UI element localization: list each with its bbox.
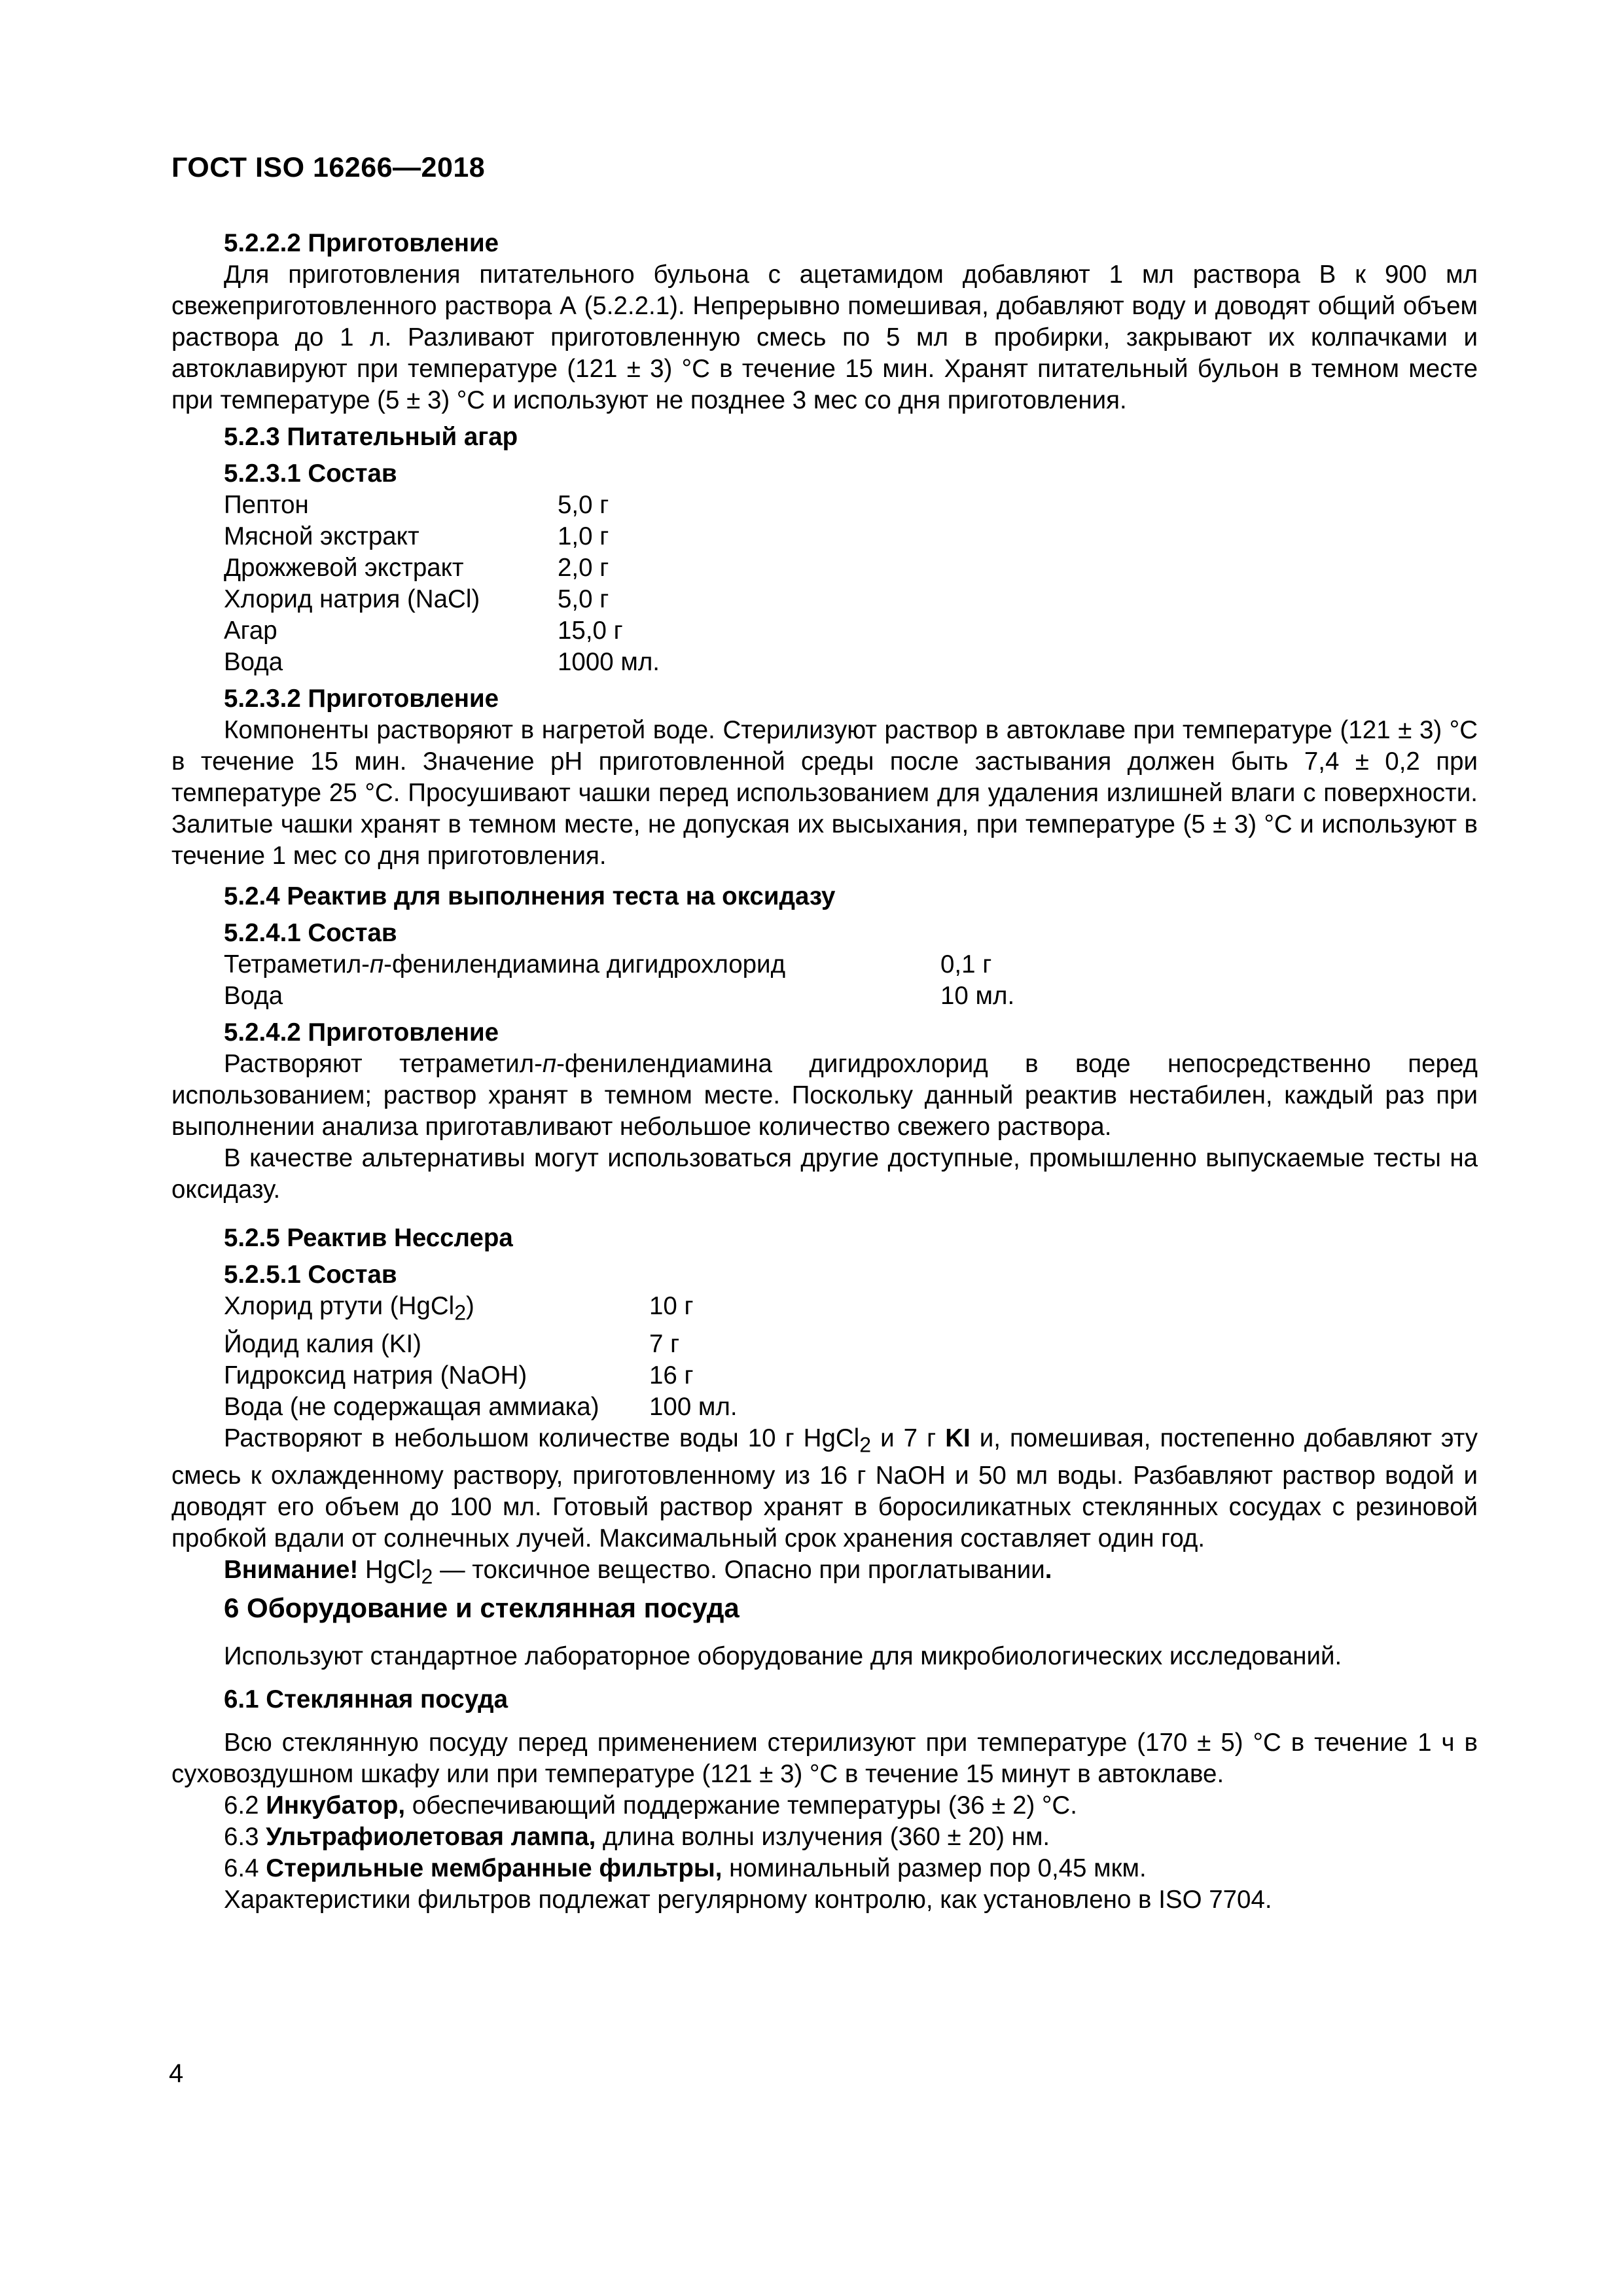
section-5-2-4-2-heading: 5.2.4.2 Приготовление <box>224 1018 499 1047</box>
component-name: Дрожжевой экстракт <box>224 554 464 582</box>
section-5-2-4-2-alt-text: В качестве альтернативы могут использоваться другие доступные, промышленно выпускаемые тесты на оксидазу. <box>171 1144 1478 1204</box>
component-amount: 1000 мл. <box>558 648 660 676</box>
table-row <box>224 615 660 647</box>
component-name: Хлорид натрия (NaCl) <box>224 585 480 613</box>
component-name: Вода <box>224 648 283 676</box>
section-6-1-heading: 6.1 Стеклянная посуда <box>224 1685 508 1714</box>
component-name: Вода <box>224 982 283 1010</box>
section-6-2-text: 6.2 Инкубатор, обеспечивающий поддержание температуры (36 ± 2) °С. <box>224 1791 1077 1820</box>
component-name: Хлорид ртути (HgCl$_2$) <box>224 1292 474 1325</box>
nutrient-agar-composition-table <box>224 490 660 678</box>
table-row <box>224 552 660 584</box>
section-5-2-2-2-heading: 5.2.2.2 Приготовление <box>224 229 499 257</box>
table-row <box>224 1391 738 1423</box>
table-row <box>224 584 660 615</box>
table-row <box>224 980 1014 1012</box>
section-5-2-4-heading: 5.2.4 Реактив для выполнения теста на оксидазу <box>224 882 836 910</box>
component-amount: 0,1 г <box>940 950 992 978</box>
component-amount: 5,0 г <box>558 491 609 519</box>
section-6-3-text: 6.3 Ультрафиолетовая лампа, длина волны излучения (360 ± 20) нм. <box>224 1823 1050 1852</box>
component-amount: 2,0 г <box>558 554 609 582</box>
oxidase-reagent-composition-table <box>224 949 1014 1012</box>
component-name: Вода (не содержащая аммиака) <box>224 1392 599 1421</box>
table-row <box>224 521 660 552</box>
component-amount: 16 г <box>649 1361 694 1390</box>
section-6-heading: 6 Оборудование и стеклянная посуда <box>224 1592 740 1624</box>
component-amount: 1,0 г <box>558 522 609 550</box>
nessler-reagent-composition-table <box>224 1291 738 1423</box>
component-amount: 7 г <box>649 1329 680 1358</box>
component-name: Агар <box>224 617 277 645</box>
filters-control-text: Характеристики фильтров подлежат регулярному контролю, как установлено в ISO 7704. <box>224 1886 1272 1914</box>
table-row <box>224 490 660 521</box>
section-5-2-4-2-text: Растворяют тетраметил-п-фенилендиамина дигидрохлорид в воде непосредственно перед использованием; раствор хранят в темном месте. Поскольку данный реактив нестабилен, каждый раз при выполнении анализа приготавливают небольшое количество свежего раствора. <box>171 1050 1478 1141</box>
page-number: 4 <box>169 2059 184 2088</box>
section-6-4-text: 6.4 Стерильные мембранные фильтры, номинальный размер пор 0,45 мкм. <box>224 1854 1147 1883</box>
section-5-2-5-heading: 5.2.5 Реактив Несслера <box>224 1224 513 1252</box>
section-5-2-3-1-heading: 5.2.3.1 Состав <box>224 459 397 488</box>
warning-note: Внимание! HgCl$_2$ — токсичное вещество. Опасно при проглатывании. <box>224 1556 1052 1589</box>
section-5-2-3-2-text: Компоненты растворяют в нагретой воде. Стерилизуют раствор в автоклаве при температуре (121 ± 3) °С в течение 15 мин. Значение рН приготовленной среды после застывания должен быть 7,4 ± 0,2 при температуре 25 °С. Просушивают чашки перед использованием для удаления излишней влаги с поверхности. Залитые чашки хранят в темном месте, не допуская их высыхания, при температуре (5 ± 3) °С и используют в течение 1 мес со дня приготовления. <box>171 716 1478 870</box>
component-name: Гидроксид натрия (NaOH) <box>224 1361 527 1390</box>
component-amount: 10 мл. <box>940 982 1015 1010</box>
section-5-2-5-1-heading: 5.2.5.1 Состав <box>224 1261 397 1289</box>
section-5-2-5-prep-text: Растворяют в небольшом количестве воды 10 г HgCl$_2$ и 7 г KI и, помешивая, постепенно добавляют эту смесь к охлажденному раствору, приготовленному из 16 г NaOH и 50 мл воды. Разбавляют раствор водой и доводят его объем до 100 мл. Готовый раствор хранят в боросиликатных стеклянных сосудах с резиновой пробкой вдали от солнечных лучей. Максимальный срок хранения составляет один год. <box>171 1424 1478 1553</box>
section-5-2-2-2-text: Для приготовления питательного бульона с ацетамидом добавляют 1 мл раствора В к 900 мл свежеприготовленного раствора А (5.2.2.1). Непрерывно помешивая, добавляют воду и доводят общий объем раствора до 1 л. Разливают приготовленную смесь по 5 мл в пробирки, закрывают их колпачками и автоклавируют при температуре (121 ± 3) °С в течение 15 мин. Хранят питательный бульон в темном месте при температуре (5 ± 3) °С и используют не позднее 3 мес со дня приготовления. <box>171 260 1478 414</box>
table-row <box>224 1360 738 1391</box>
component-amount: 5,0 г <box>558 585 609 613</box>
section-5-2-4-1-heading: 5.2.4.1 Состав <box>224 919 397 947</box>
component-name: Пептон <box>224 491 309 519</box>
table-row <box>224 647 660 678</box>
section-5-2-3-heading: 5.2.3 Питательный агар <box>224 423 518 451</box>
table-row <box>224 1329 738 1360</box>
component-name: Тетраметил-п-фенилендиамина дигидрохлорид <box>224 950 786 978</box>
table-row <box>224 1291 738 1329</box>
component-name: Йодид калия (KI) <box>224 1329 422 1358</box>
section-6-1-text: Всю стеклянную посуду перед применением стерилизуют при температуре (170 ± 5) °С в течение 1 ч в суховоздушном шкафу или при температуре (121 ± 3) °С в течение 15 минут в автоклаве. <box>171 1729 1478 1789</box>
document-body <box>171 228 1478 1916</box>
document-header: ГОСТ ISO 16266—2018 <box>171 152 486 183</box>
table-row <box>224 949 1014 980</box>
component-amount: 15,0 г <box>558 617 623 645</box>
component-name: Мясной экстракт <box>224 522 419 550</box>
section-6-intro: Используют стандартное лабораторное оборудование для микробиологических исследований. <box>224 1642 1342 1671</box>
section-5-2-3-2-heading: 5.2.3.2 Приготовление <box>224 685 499 713</box>
component-amount: 10 г <box>649 1292 694 1320</box>
component-amount: 100 мл. <box>649 1392 738 1421</box>
